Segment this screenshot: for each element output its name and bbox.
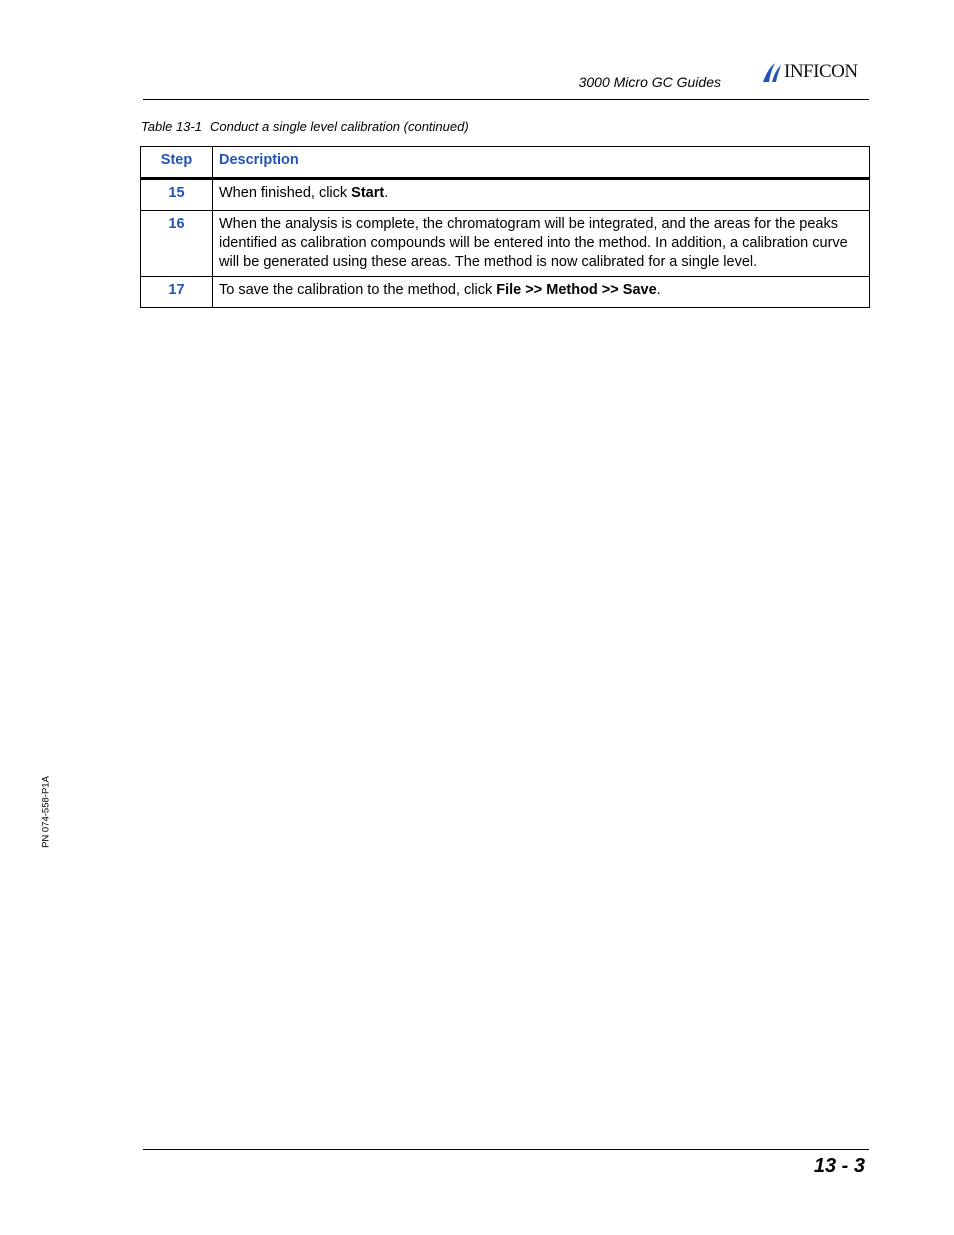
step-description (213, 179, 870, 211)
table-caption-number: Table 13-1 (141, 119, 202, 134)
description-text: When the analysis is complete, the chromatogram will be integrated, and the areas for the peaks identified as calibration compounds will be entered into the method. In addition, a calibration curve will be generated using these areas. The method is now calibrated for a single level. (219, 216, 848, 270)
step-description (213, 277, 870, 308)
document-title: 3000 Micro GC Guides (578, 74, 721, 90)
ui-term: Start (351, 185, 385, 201)
table-header-row (141, 147, 870, 179)
description-text: . (656, 282, 661, 298)
brand-wordmark: INFICON (784, 61, 858, 82)
calibration-steps-table (140, 146, 870, 308)
table-row (141, 277, 870, 308)
step-number: 16 (141, 211, 213, 277)
part-number: PN 074-558-P1A (40, 776, 52, 848)
column-header-description: Description (213, 147, 870, 179)
table-row (141, 179, 870, 211)
page-number: 13 - 3 (813, 1155, 865, 1177)
table-caption-text: Conduct a single level calibration (continued) (209, 119, 469, 134)
description-text: When finished, click (219, 185, 352, 201)
step-description (213, 211, 870, 277)
inficon-swoosh-icon (760, 60, 782, 84)
description-text: . (384, 185, 389, 201)
footer-rule (143, 1149, 869, 1150)
table-caption (141, 119, 469, 134)
step-number: 17 (141, 277, 213, 308)
description-text: To save the calibration to the method, click (219, 282, 497, 298)
ui-term: File >> Method >> Save (496, 282, 657, 298)
step-number: 15 (141, 179, 213, 211)
inficon-logo (760, 60, 872, 84)
column-header-step: Step (141, 147, 213, 179)
table-row (141, 211, 870, 277)
header-rule (143, 99, 869, 100)
